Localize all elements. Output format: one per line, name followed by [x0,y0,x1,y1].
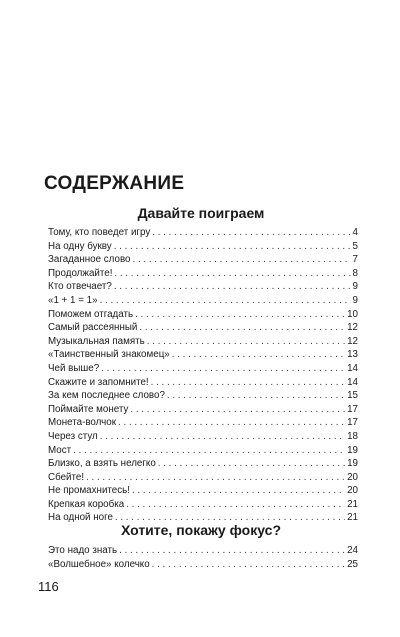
toc-entry-title: Сбейте! [48,471,85,483]
toc-entry-page: 12 [347,335,358,347]
toc-entry [48,444,358,458]
dot-leader [130,403,345,417]
dot-leader [73,444,345,458]
dot-leader [101,362,345,376]
dot-leader [119,544,345,558]
dot-leader [100,430,345,444]
dot-leader [135,308,345,322]
toc-entry-page: 10 [347,308,358,320]
toc-entry-title: Поможем отгадать [48,308,134,320]
toc-entry [48,498,358,512]
dot-leader [158,457,345,471]
toc-entry-title: За кем последнее слово? [48,390,165,402]
toc-entry-title: Не промахнитесь! [48,485,130,497]
dot-leader [147,335,345,349]
dot-leader [114,240,351,254]
toc-entry-page: 8 [352,267,358,279]
toc-entry [48,321,358,335]
toc-entry [48,544,358,558]
toc-entry [48,376,358,390]
toc-entry-page: 19 [347,444,358,456]
toc-entry-title: Загаданное слово [48,254,131,266]
toc-entry-title: На одной ноге [48,512,113,524]
toc-entry-title: Продолжайте! [48,267,113,279]
dot-leader [152,558,345,572]
toc-entry-title: Близко, а взять нелегко [48,458,156,470]
dot-leader [114,280,351,294]
toc-entry-title: Музыкальная память [48,335,145,347]
dot-leader [172,348,345,362]
toc-entry-title: Монета-волчок [48,417,117,429]
toc-entry-title: «Волшебное» колечко [48,558,150,570]
toc-entry [48,471,358,485]
toc-entry-title: Поймайте монету [48,403,129,415]
toc-entry-page: 20 [347,485,358,497]
dot-leader [118,416,345,430]
toc-entry-page: 20 [347,471,358,483]
toc-entry-page: 18 [347,430,358,442]
page-title: СОДЕРЖАНИЕ [44,173,185,194]
toc-entry [48,457,358,471]
toc-entry [48,558,358,572]
dot-leader [86,471,345,485]
toc-entry [48,484,358,498]
toc-entry [48,280,358,294]
toc-entry-title: «Таинственный знакомец» [48,349,170,361]
dot-leader [167,389,345,403]
dot-leader [126,498,345,512]
toc-entry-title: На одну букву [48,240,112,252]
toc-entry [48,226,358,240]
dot-leader [152,226,350,240]
toc-entry-page: 21 [347,512,358,524]
toc-entry-page: 21 [347,498,358,510]
toc-entry-title: Самый рассеянный [48,322,138,334]
toc-entry [48,416,358,430]
toc-entry-title: Чей выше? [48,362,100,374]
toc-list-section-1 [48,226,358,525]
toc-entry [48,294,358,308]
toc-entry-title: «1 + 1 = 1» [48,294,98,306]
toc-entry-title: Скажите и запомните! [48,376,149,388]
toc-entry-title: Это надо знать [48,545,118,556]
toc-entry-page: 4 [352,227,358,238]
toc-entry-page: 13 [347,349,358,361]
dot-leader [133,253,351,267]
toc-entry-page: 15 [347,390,358,402]
toc-entry-title: Крепкая коробка [48,498,125,510]
dot-leader [100,294,351,308]
toc-list-section-2 [48,544,358,571]
toc-entry [48,308,358,322]
toc-entry-title: Кто отвечает? [48,281,112,293]
section-heading-2: Хотите, покажу фокус? [120,522,282,538]
toc-entry-page: 14 [347,362,358,374]
toc-entry [48,403,358,417]
toc-entry-page: 14 [347,376,358,388]
toc-entry [48,253,358,267]
toc-entry-page: 9 [352,294,358,306]
dot-leader [139,321,345,335]
toc-entry [48,430,358,444]
section-heading-1: Давайте поиграем [137,205,265,221]
toc-entry-page: 17 [347,417,358,429]
toc-entry [48,348,358,362]
toc-entry-page: 17 [347,403,358,415]
toc-entry-page: 19 [347,458,358,470]
toc-entry-title: Мост [48,444,72,456]
toc-entry-page: 7 [352,254,358,266]
page-number: 116 [38,579,59,594]
dot-leader [151,376,345,390]
toc-entry [48,240,358,254]
dot-leader [114,267,350,281]
toc-entry-page: 25 [347,558,358,570]
toc-entry-page: 9 [352,281,358,293]
toc-entry [48,267,358,281]
toc-entry-page: 24 [347,545,358,556]
dot-leader [132,484,345,498]
toc-entry-title: Тому, кто поведет игру [48,227,151,238]
toc-entry-title: Через стул [48,430,98,442]
toc-entry [48,335,358,349]
toc-entry-page: 5 [352,240,358,252]
toc-entry-page: 12 [347,322,358,334]
toc-entry [48,389,358,403]
toc-entry [48,362,358,376]
